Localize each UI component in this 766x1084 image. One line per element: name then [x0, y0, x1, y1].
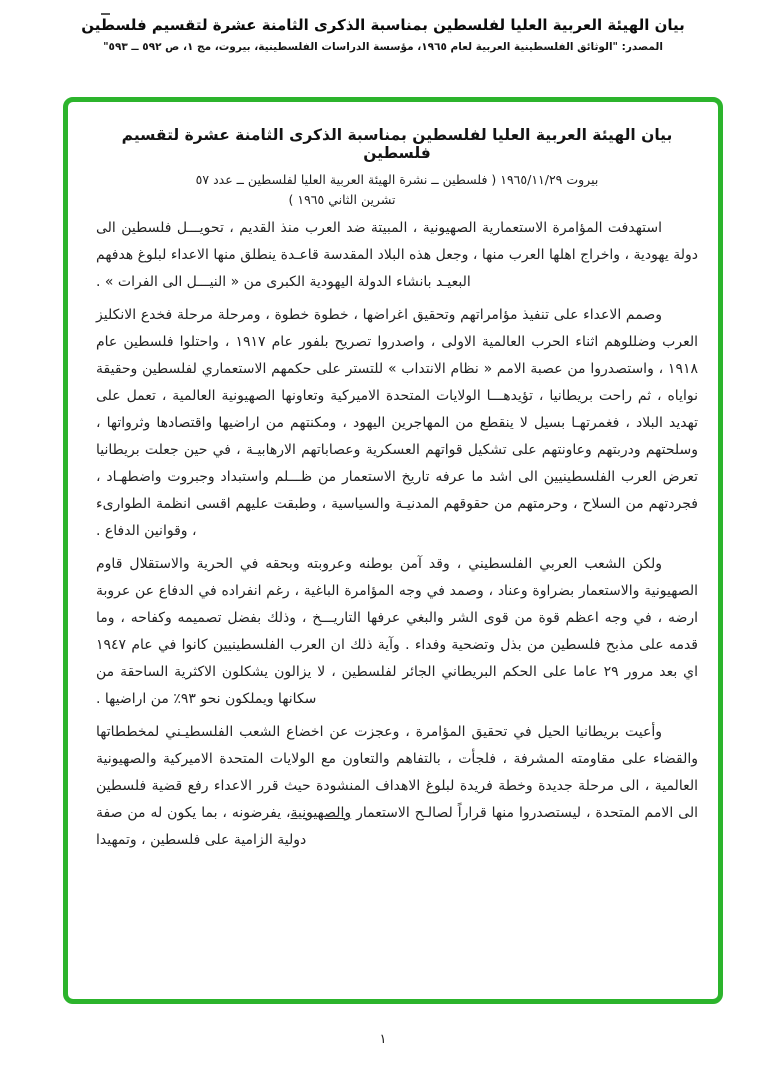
document-body-text — [96, 215, 698, 854]
paragraph-4 — [96, 719, 698, 854]
paragraph-4-text-continued: ، يفرضونه ، بما يكون له من صفة دولية الزامية على فلسطين ، وتمهيدا — [96, 805, 307, 848]
paragraph-3: ولكن الشعب العربي الفلسطيني ، وقد آمن بوطنه وعروبته وبحقه في الحرية والاستقلال قاوم الصهيونية والاستعمار بضراوة وعناد ، وصمد في وجه المؤامرة الباغية ، رغم انفراده في الدفاع عن عروبة ارضه ، في وجه اعظم قوة من قوى الشر والبغي عرفها التاريـــخ ، وذلك بفضل تصميمه وكفاحه ، وما قدمه على مذبح فلسطين من بذل وتضحية وفداء . وآية ذلك ان العرب الفلسطينيين كانوا في عام ١٩٤٧ اي بعد مرور ٢٩ عاما على الحكم البريطاني الجائر لفلسطين ، لا يزالون يشكلون الاكثرية الساحقة من سكانها ويملكون نحو ٩٣٪ من اراضيها . — [96, 556, 698, 707]
paragraph-4-underlined-word: والصهيونية — [290, 805, 352, 821]
scan-artifact-dash — [101, 13, 110, 15]
page-header — [0, 16, 766, 53]
page-number: ١ — [379, 1032, 387, 1047]
paragraph-4-text: وأعيت بريطانيا الحيل في تحقيق المؤامرة ، وعجزت عن اخضاع الشعب الفلسطيـني لمخططاتها والقضاء على مقاومته المشرفة ، فلجأت ، بالتفاهم والتعاون مع الولايات المتحدة الاميركية والصهيونية العالمية ، الى مرحلة جديدة وخطة فريدة لبلوغ الاهداف المنشودة حيث قرر الاعداء رفع قضية فلسطين الى الامم المتحدة ، ليستصدروا منها قراراً لصالـح الاستعمار — [96, 724, 698, 821]
document-subtitle-line-1: بيروت ١٩٦٥/١١/٢٩ ( فلسطين ــ نشرة الهيئة العربية العليا لفلسطين ــ عدد ٥٧ — [195, 172, 599, 187]
page-header-title: بيان الهيئة العربية العليا لفلسطين بمناسبة الذكرى الثامنة عشرة لتقسيم فلسطين — [81, 16, 685, 34]
document-subtitle-line-2: تشرين الثاني ١٩٦٥ ) — [288, 192, 396, 207]
page-header-source: المصدر: "الوثائق الفلسطينية العربية لعام ١٩٦٥، مؤسسة الدراسات الفلسطينية، بيروت، مج ١، ص ٥٩٢ ــ ٥٩٣" — [103, 41, 663, 53]
page-footer — [0, 1032, 766, 1047]
paragraph-1: استهدفت المؤامرة الاستعمارية الصهيونية ، المبيتة ضد العرب منذ القديم ، تحويـــل فلسطين الى دولة يهودية ، واخراج اهلها العرب منها ، وجعل هذه البلاد المقدسة قاعـدة ينطلق منها الاعداء لبلوغ هدفهم البعيـد بانشاء الدولة اليهودية الكبرى من « النيـــل الى الفرات » . — [96, 220, 698, 290]
document-frame — [63, 97, 723, 1004]
paragraph-2: وصمم الاعداء على تنفيذ مؤامراتهم وتحقيق اغراضها ، خطوة خطوة ، ومرحلة مرحلة فخدع الانكليز العرب وضللوهم اثناء الحرب العالمية الاولى ، واصدروا تصريح بلفور عام ١٩١٧ ، واحتلوا فلسطين عام ١٩١٨ ، واستصدروا من عصبة الامم « نظام الانتداب » للتستر على حكمهم الاستعماري لفلسطين وحقيقة نواياه ، ثم راحت بريطانيا ، تؤيدهـــا الولايات المتحدة الاميركية وتعاونها الصهيونية العالمية ، تعمل على تهديد البلاد ، فغمرتهـا بسيل لا ينقطع من المهاجرين اليهود ، ومكنتهم من اراضيها واقتصادها وثرواتها ، وسلحتهم ودربتهم وعاونتهم على تشكيل قواتهم العسكرية وعصاباتهم الارهابيـة ، في حين جعلت بريطانيا تعرض العرب الفلسطينيين الى اشد ما عرفه تاريخ الاستعمار من ظـــلم واستبداد وجبروت واضطهـاد ، فجردتهم من السلاح ، وحرمتهم من حقوقهم المدنيـة والسياسية ، وطبقت عليهم اقسى انظمة الطوارىء ، وقوانين الدفاع . — [96, 307, 698, 539]
document-content — [68, 102, 718, 854]
document-title: بيان الهيئة العربية العليا لفلسطين بمناسبة الذكرى الثامنة عشرة لتقسيم فلسطين — [121, 126, 673, 162]
